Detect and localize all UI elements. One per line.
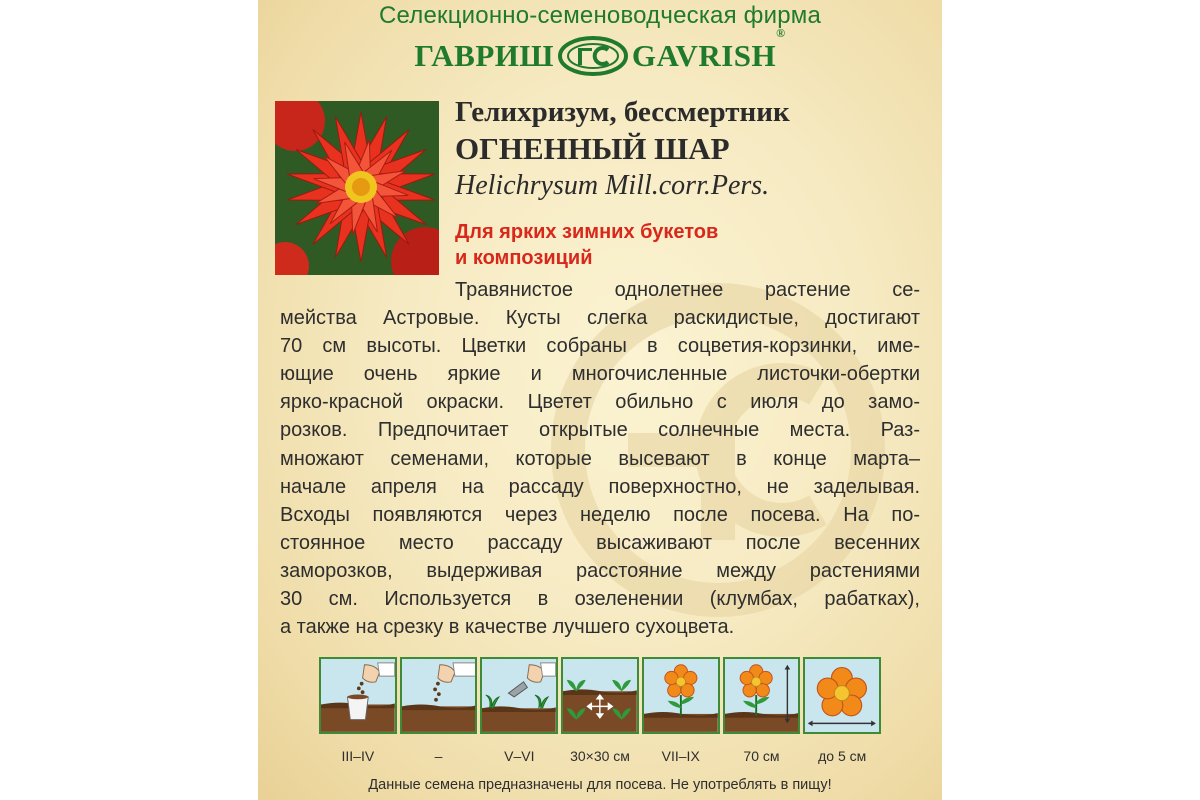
registered-mark: ® (776, 26, 786, 40)
step-label: – (434, 748, 443, 764)
description-line: а также на срезку в качестве лучшего сухоцвета. (280, 616, 735, 639)
description-line: Всходы появляются через неделю после посева. На по- (280, 503, 920, 526)
brand-logo (258, 26, 942, 78)
description-line: стоянное место рассаду высаживают после весенних (280, 531, 920, 554)
product-photo (275, 101, 439, 275)
description-line: розков. Предпочитает открытые солнечные места. Раз- (280, 419, 920, 442)
tagline-line: и композиций (455, 247, 593, 269)
flower-diameter-icon (803, 657, 881, 734)
spacing-icon (561, 657, 639, 734)
usage-warning: Данные семена предназначены для посева. Не употреблять в пищу! (368, 777, 832, 793)
description-line: мейства Астровые. Кусты слегка раскидистые, достигают (280, 307, 920, 330)
tagline (455, 219, 718, 271)
flowering-icon (642, 657, 720, 734)
sowing-in-pot-icon (319, 657, 397, 734)
brand-name-en: GAVRISH® (631, 26, 786, 73)
description (280, 276, 920, 641)
description-line: множают семенами, которые высевают в конце марта– (280, 447, 920, 470)
plant-height-icon (723, 657, 801, 734)
growing-steps (319, 657, 881, 738)
transplanting-icon (480, 657, 558, 734)
step-label: 70 см (743, 748, 780, 764)
sowing-in-ground-icon (400, 657, 478, 734)
step-label: до 5 см (818, 748, 867, 764)
tagline-line: Для ярких зимних букетов (455, 221, 719, 243)
variety-name: ОГНЕННЫЙ ШАР (455, 131, 730, 166)
product-name: Гелихризум, бессмертник (455, 96, 790, 128)
description-line: заморозков, выдерживая расстояние между растениями (280, 559, 920, 582)
description-line: Травянистое однолетнее растение се- (455, 279, 920, 301)
description-line: ющие очень яркие и многочисленные листочки-обертки (280, 363, 920, 386)
step-label: III–IV (341, 748, 375, 764)
step-label: VII–IX (661, 748, 700, 764)
brand-mark-icon (558, 36, 628, 76)
description-line: 70 см высоты. Цветки собраны в соцветия-корзинки, име- (280, 335, 920, 358)
step-label: V–VI (504, 748, 535, 764)
description-line: 30 см. Используется в озеленении (клумбах, рабатках), (280, 588, 920, 611)
latin-name: Helichrysum Mill.corr.Pers. (455, 170, 770, 201)
brand-name-ru: ГАВРИШ (414, 38, 554, 73)
growing-step-labels (319, 748, 881, 764)
description-line: начале апреля на рассаду поверхностно, не заделывая. (280, 475, 920, 498)
company-line: Селекционно-семеноводческая фирма (378, 2, 822, 29)
seed-packet (258, 0, 942, 800)
step-label: 30×30 см (570, 748, 630, 764)
description-line: ярко-красной окраски. Цветет обильно с июля до замо- (280, 391, 920, 414)
